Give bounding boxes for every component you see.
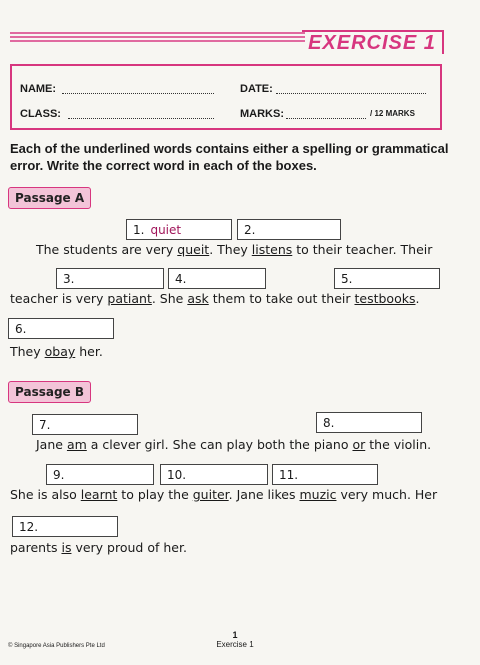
passage-b-line-1	[36, 437, 431, 452]
box-number: 4.	[175, 272, 187, 286]
text: very much. Her	[336, 487, 438, 502]
passage-b-line-2	[10, 487, 437, 502]
answer-box-11[interactable]	[272, 464, 378, 485]
answer-box-8[interactable]	[316, 412, 422, 433]
text: to play the	[117, 487, 193, 502]
name-field[interactable]	[62, 83, 214, 94]
passage-a-line-3	[10, 344, 103, 359]
text: They	[10, 344, 45, 359]
page-label: Exercise 1	[216, 640, 254, 649]
underlined-word: learnt	[80, 487, 118, 502]
text: very proud of her.	[71, 540, 187, 555]
page-number: 1	[232, 630, 238, 640]
answer-box-5[interactable]	[334, 268, 440, 289]
text: to their teacher. Their	[292, 242, 433, 257]
box-number: 11.	[279, 468, 299, 482]
box-number: 5.	[341, 272, 353, 286]
passage-b-label: Passage B	[8, 381, 91, 403]
underlined-word: muzic	[299, 487, 337, 502]
page-footer	[205, 630, 265, 649]
answer-box-9[interactable]	[46, 464, 154, 485]
marks-total: / 12 MARKS	[370, 109, 415, 118]
underlined-word: am	[66, 437, 87, 452]
answer-box-4[interactable]	[168, 268, 266, 289]
text: .	[415, 291, 420, 306]
passage-a-line-2	[10, 291, 419, 306]
text: Jane	[36, 437, 67, 452]
box-number: 3.	[63, 272, 75, 286]
text: the violin.	[365, 437, 432, 452]
student-info-box	[10, 64, 442, 130]
underlined-word: ask	[187, 291, 209, 306]
text: them to take out their	[208, 291, 355, 306]
class-label: CLASS:	[20, 108, 61, 120]
text: parents	[10, 540, 62, 555]
underlined-word: or	[352, 437, 366, 452]
answer-box-10[interactable]	[160, 464, 268, 485]
text: teacher is very	[10, 291, 108, 306]
text: a clever girl. She can play both the piano	[86, 437, 353, 452]
underlined-word: testbooks	[354, 291, 416, 306]
name-label: NAME:	[20, 83, 57, 95]
box-number: 7.	[39, 418, 51, 432]
underlined-word: obay	[44, 344, 76, 359]
box-number: 12.	[19, 520, 39, 534]
passage-a-line-1	[36, 242, 432, 257]
text: . Jane likes	[228, 487, 300, 502]
text: . They	[209, 242, 252, 257]
class-field[interactable]	[68, 108, 214, 119]
text: . She	[151, 291, 188, 306]
exercise-title: EXERCISE 1	[302, 30, 444, 54]
answer-box-6[interactable]	[8, 318, 114, 339]
passage-a-label: Passage A	[8, 187, 91, 209]
answer-box-7[interactable]	[32, 414, 138, 435]
box-number: 1.	[133, 223, 145, 237]
text: She is also	[10, 487, 81, 502]
text: The students are very	[36, 242, 178, 257]
passage-b-line-3	[10, 540, 187, 555]
box-number: 2.	[244, 223, 256, 237]
answer-box-12[interactable]	[12, 516, 118, 537]
marks-label: MARKS:	[240, 108, 284, 120]
underlined-word: guiter	[192, 487, 229, 502]
instructions: Each of the underlined words contains either a spelling or grammatical error. Write the correct word in each of the boxes.	[10, 141, 449, 173]
publisher-credit: © Singapore Asia Publishers Pte Ltd	[8, 643, 105, 649]
underlined-word: listens	[251, 242, 293, 257]
box-number: 6.	[15, 322, 27, 336]
marks-field[interactable]	[286, 108, 366, 119]
underlined-word: is	[61, 540, 72, 555]
box-number: 9.	[53, 468, 65, 482]
box-number: 10.	[167, 468, 187, 482]
date-field[interactable]	[276, 83, 426, 94]
header-decoration	[10, 32, 305, 46]
text: her.	[75, 344, 103, 359]
underlined-word: queit	[177, 242, 210, 257]
answer-box-1[interactable]	[126, 219, 232, 240]
answer-box-2[interactable]	[237, 219, 341, 240]
box-number: 8.	[323, 416, 335, 430]
underlined-word: patiant	[107, 291, 152, 306]
answer-text: quiet	[150, 223, 182, 237]
answer-box-3[interactable]	[56, 268, 164, 289]
date-label: DATE:	[240, 83, 273, 95]
